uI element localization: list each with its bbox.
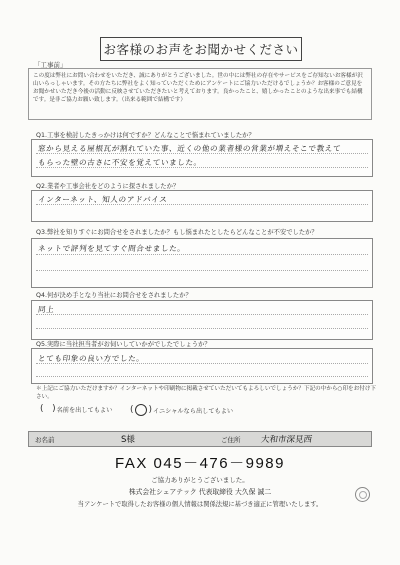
- address-value[interactable]: 大和市深見西: [260, 435, 313, 445]
- intro-text: この度は弊社にお問い合わせをいただき、誠にありがとうございました。世の中には弊社の存在やサービスをご存知ないお客様が沢山いらっしゃいます。その方たちに弊社をよく知っていただくためにアンケートにご協力いただけるでしょうか？お客様のご意見をお聞かせいただき今後の活動に反映させていただきたいと考えております。良かったこと、嬉しかったことのような出来事でも結構です。是非ご協力お願い致します。（出来る範囲で結構です）: [28, 68, 372, 120]
- answer-rule: [36, 254, 368, 255]
- answer-1-line-2: もらった壁の古さに不安を覚えていました。: [37, 158, 203, 167]
- privacy-notice: 当アンケートで取得したお客様の個人情報は関係法規に基づき適正に管理いたします。: [77, 501, 323, 508]
- answer-box-4[interactable]: [31, 300, 373, 340]
- company-signature: 株式会社シェアテック 代表取締役 大久保 誠二: [128, 488, 272, 496]
- option-name-ok[interactable]: [40, 404, 112, 414]
- answer-rule: [36, 270, 368, 271]
- question-5: Q5.実際に当社担当者がお伺いしていかがでしたでしょうか？: [36, 341, 211, 348]
- address-label: ご住所: [221, 436, 241, 444]
- section-label: 「工事前」: [34, 61, 67, 69]
- circled-mark-icon: [135, 404, 147, 416]
- answer-5-line-1: とても印象の良い方でした。: [37, 354, 146, 363]
- answer-1-line-1: 窓から見える屋根瓦が割れていた事、近くの他の業者様の営業が増えそこで教えて: [37, 144, 342, 153]
- checkbox-paren[interactable]: (: [130, 405, 134, 415]
- name-value[interactable]: S様: [121, 435, 135, 445]
- answer-box-3[interactable]: [31, 238, 373, 288]
- answer-box-1[interactable]: [31, 139, 373, 177]
- fax-number: FAX 045－476－9989: [115, 455, 285, 472]
- answer-3-line-1: ネットで評判を見てすぐ問合せました。: [37, 244, 186, 253]
- answer-rule: [36, 328, 368, 329]
- answer-4-line-1: 同上: [37, 305, 55, 314]
- page-title: お客様のお声をお聞かせください: [100, 37, 302, 61]
- thanks-text: ご協力ありがとうございました。: [151, 476, 249, 484]
- answer-rule: [36, 376, 368, 377]
- question-2: Q2.業者や工事会社をどのように探されましたか？: [36, 183, 180, 190]
- checkbox-paren[interactable]: ): [148, 405, 153, 415]
- answer-box-2[interactable]: [31, 190, 373, 222]
- question-1: Q1.工事を検討したきっかけは何ですか？どんなことで悩まれていましたか？: [36, 132, 255, 139]
- question-4: Q4.何が決め手となり当社にお問合せをされましたか？: [36, 292, 192, 299]
- answer-box-5[interactable]: [31, 348, 373, 384]
- question-3: Q3.弊社を知りすぐにお問合せをされましたか？もし悩まれたとしたらどんなことが不安でしたか？: [36, 229, 318, 236]
- checkbox-paren[interactable]: ( ): [40, 404, 56, 414]
- option-initial-ok[interactable]: [130, 404, 233, 416]
- answer-2-line-1: インターネット、知人のアドバイス: [37, 195, 168, 204]
- option-initial-label: イニシャルなら出してもよい: [153, 407, 234, 415]
- answer-rule: [36, 314, 368, 315]
- customer-info-row: [28, 431, 372, 447]
- name-label: お名前: [35, 436, 55, 444]
- option-name-label: 名前を出してもよい: [56, 406, 113, 414]
- publish-permission-note: ＊上記にご協力いただけますか？インターネットや印刷物に掲載させていただいてもよろしいでしょうか？下記の中から○印をお付け下さい。: [36, 386, 377, 400]
